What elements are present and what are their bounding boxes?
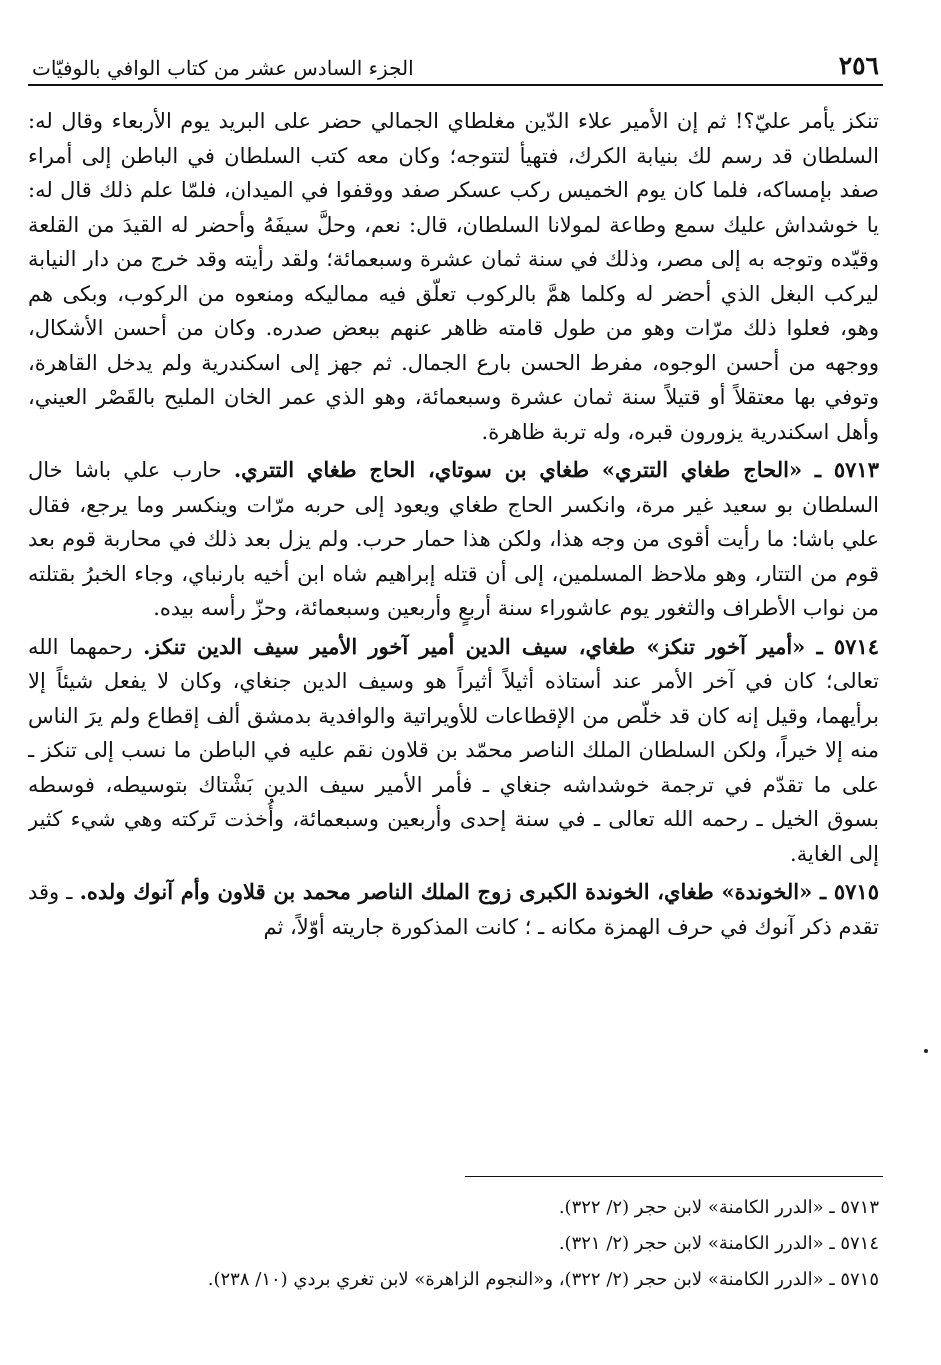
running-title: الجزء السادس عشر من كتاب الوافي بالوفيّات <box>32 56 414 80</box>
margin-mark <box>924 1049 928 1053</box>
entry-text: حارب علي باشا خال السلطان بو سعيد غير مرة، وانكسر الحاج طغاي ويعود إلى حربه مرّات وينكسر وما يرجع، فقال علي باشا: ما رأيت أقوى من وجه هذا، ولكن هذا حمار حرب. ولم يزل بعد ذلك في محاربة قوم بعد قوم من التتار، وهو ملاحظ المسلمين، إلى أن قتله إبراهيم شاه ابن أخيه بارنباي، وجاء الخبرُ بقتلته من نواب الأطراف والثغور يوم عاشوراء سنة أربعٍ وأربعين وسبعمائة، وحزّ رأسه بيده. <box>28 458 879 620</box>
entry-text: ـ وقد تقدم ذكر آنوك في حرف الهمزة مكانه ـ ؛ كانت المذكورة جاريته أوّلاً، ثم <box>28 880 879 939</box>
footnote-separator <box>465 1176 883 1177</box>
entry-5713 <box>28 453 879 626</box>
footnote-5713: ٥٧١٣ ـ «الدرر الكامنة» لابن حجر (٢/ ٣٢٢). <box>558 1197 879 1218</box>
page-number: ٢٥٦ <box>838 51 879 80</box>
intro-paragraph: تنكز يأمر عليّ؟! ثم إن الأمير علاء الدّين مغلطاي الجمالي حضر على البريد يوم الأربعاء وقال له: السلطان قد رسم لك بنيابة الكرك، فتهيأ لتتوجه؛ وكان معه كتب السلطان في الباطن إلى أمراء صفد بإمساكه، فلما كان يوم الخميس ركب عسكر صفد ووقفوا في الميدان، فلمّا علم ذلك قال له: يا خوشداش عليك سمع وطاعة لمولانا السلطان، قال: نعم، وحلَّ سيفَهُ وأحضر له القيدَ من القلعة وقيّده وتوجه به إلى مصر، وذلك في سنة ثمان عشرة وسبعمائة؛ ولقد رأيته وقد خرج من دار النيابة ليركب البغل الذي أحضر له وكلما همَّ بالركوب تعلّق فيه مماليكه ومنعوه من الركوب، وبكى هم وهو، فعلوا ذلك مرّات وهو من طول قامته ظاهر عنهم ببعض صدره. وكان من أحسن الأشكال، ووجهه من أحسن الوجوه، مفرط الحسن بارع الجمال. ثم جهز إلى اسكندرية ولم يدخل القاهرة، وتوفي بها معتقلاً أو قتيلاً سنة ثمان عشرة وسبعمائة، وهو الذي عمر الخان المليح بالقَصْر العيني، وأهل اسكندرية يزورون قبره، وله تربة ظاهرة. <box>28 109 879 444</box>
footnote-5714: ٥٧١٤ ـ «الدرر الكامنة» لابن حجر (٢/ ٣٢١). <box>558 1233 879 1254</box>
entry-text: رحمهما الله تعالى؛ كان في آخر الأمر عند أستاذه أثيلاً أثيراً هو وسيف الدين جنغاي، وكان لا يفعل شيئاً إلا برأيهما، وقيل إنه كان قد خلّص من الإقطاعات للأويراتية والوافدية بدمشق ألف إقطاع ولم يرَ الناس منه إلا خيراً، ولكن السلطان الملك الناصر محمّد بن قلاون نقم عليه في الباطن ما نسب إلى تنكز ـ على ما تقدّم في ترجمة خوشداشه جنغاي ـ فأمر الأمير سيف الدين بَشْتاك بتوسيطه، فوسطه بسوق الخيل ـ رحمه الله تعالى ـ في سنة إحدى وأربعين وسبعمائة، وأُخذت تَركته وهي شيء كثير إلى الغاية. <box>28 634 879 866</box>
footnotes <box>28 1190 879 1298</box>
main-text <box>28 104 879 1159</box>
page-header <box>28 44 883 86</box>
entry-5714 <box>28 630 879 872</box>
entry-heading: ٥٧١٥ ـ «الخوندة» طغاي، الخوندة الكبرى زوج الملك الناصر محمد بن قلاون وأم آنوك ولده. <box>79 879 879 904</box>
entry-5715 <box>28 875 879 944</box>
entry-heading: ٥٧١٤ ـ «أمير آخور تنكز» طغاي، سيف الدين أمير آخور الأمير سيف الدين تنكز. <box>143 633 879 659</box>
footnote-5715: ٥٧١٥ ـ «الدرر الكامنة» لابن حجر (٢/ ٣٢٢)، و«النجوم الزاهرة» لابن تغري بردي (١٠/ ٢٣٨). <box>207 1269 879 1290</box>
entry-heading: ٥٧١٣ ـ «الحاج طغاي التتري» طغاي بن سوتاي، الحاج طغاي التتري. <box>233 457 879 482</box>
